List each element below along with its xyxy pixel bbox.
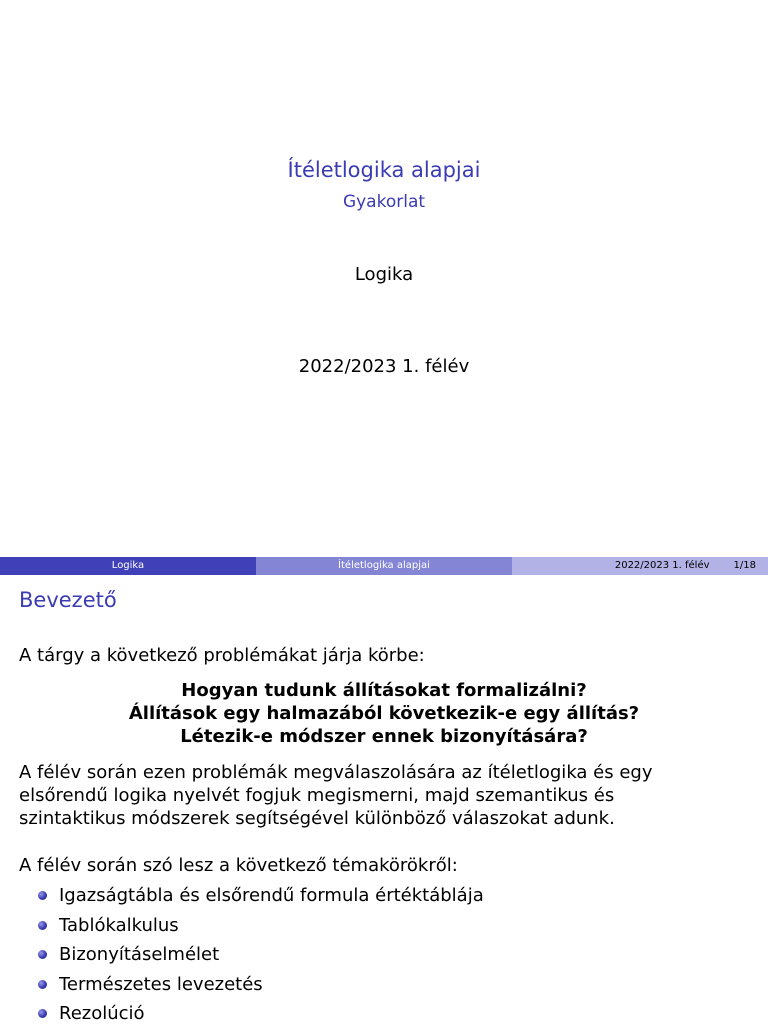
list-item xyxy=(38,940,748,970)
topics-list xyxy=(38,881,748,1029)
bullet-ball-icon xyxy=(38,891,47,900)
topic-label: Igazságtábla és elsőrendű formula értéktáblája xyxy=(59,885,484,906)
frame-title: Bevezető xyxy=(19,588,117,612)
question-line: Állítások egy halmazából következik-e egy állítás? xyxy=(128,703,640,724)
lead-paragraph: A tárgy a következő problémákat járja körbe: xyxy=(19,645,425,666)
list-item xyxy=(38,911,748,941)
topic-label: Bizonyításelmélet xyxy=(59,944,220,965)
slide-footer xyxy=(0,557,768,575)
body-line: A félév során ezen problémák megválaszolására az ítéletlogika és egy xyxy=(19,762,653,783)
topic-label: Rezolúció xyxy=(59,1003,145,1024)
presentation-title: Ítéletlogika alapjai xyxy=(287,158,481,182)
topic-label: Természetes levezetés xyxy=(59,973,263,995)
body-line: elsőrendű logika nyelvét fogjuk megismerni, majd szemantikus és xyxy=(19,785,615,806)
topics-lead: A félév során szó lesz a következő témakörökről: xyxy=(19,855,458,876)
bullet-ball-icon xyxy=(38,921,47,930)
topic-label: Tablókalkulus xyxy=(59,914,179,936)
presentation-date: 2022/2023 1. félév xyxy=(298,356,470,377)
footer-right xyxy=(512,557,768,575)
list-item xyxy=(38,970,748,1000)
list-item xyxy=(38,881,748,911)
intro-slide xyxy=(0,575,768,1024)
footer-date: 2022/2023 1. félév xyxy=(614,560,710,571)
body-line: szintaktikus módszerek segítségével különböző válaszokat adunk. xyxy=(19,808,615,829)
footer-title: Ítéletlogika alapjai xyxy=(256,557,512,575)
question-line: Hogyan tudunk állításokat formalizálni? xyxy=(181,680,587,701)
list-item xyxy=(38,999,748,1029)
presentation-author: Logika xyxy=(354,264,414,285)
bullet-ball-icon xyxy=(38,980,47,989)
footer-author: Logika xyxy=(0,557,256,575)
bullet-ball-icon xyxy=(38,1009,47,1018)
body-paragraph xyxy=(19,761,749,830)
question-line: Létezik-e módszer ennek bizonyítására? xyxy=(180,726,588,747)
presentation-subtitle: Gyakorlat xyxy=(342,192,426,212)
bullet-ball-icon xyxy=(38,950,47,959)
footer-page-number: 1/18 xyxy=(733,560,756,571)
key-questions xyxy=(0,679,768,748)
